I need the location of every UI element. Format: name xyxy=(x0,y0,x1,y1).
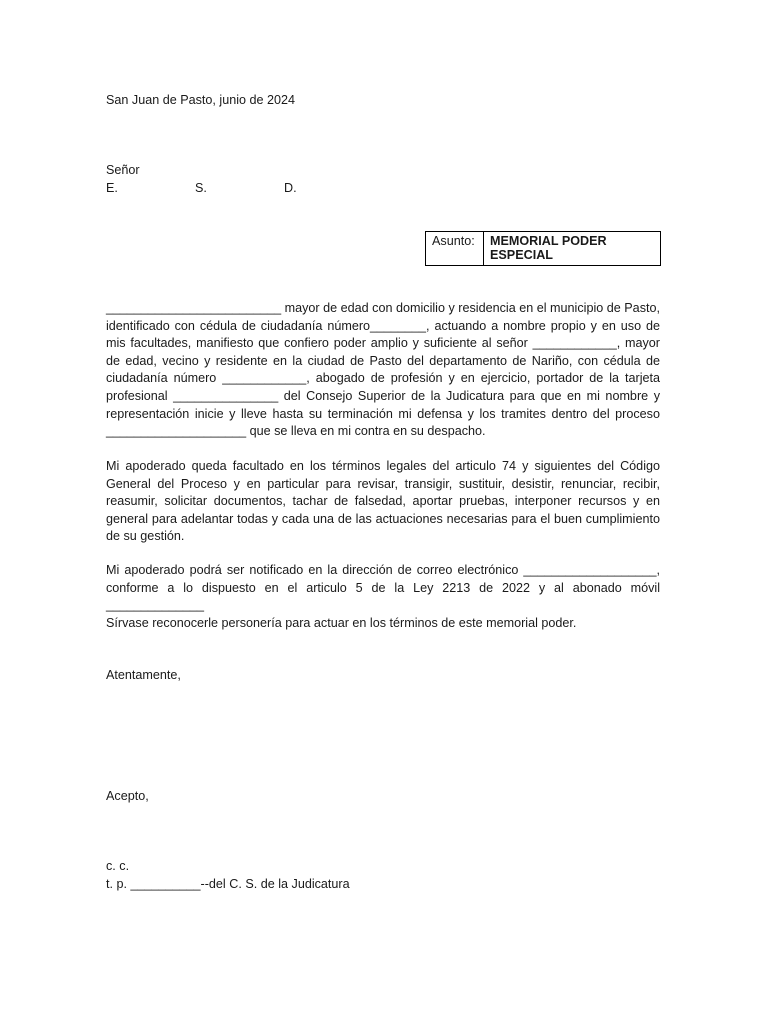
esd-d: D. xyxy=(284,181,297,195)
esd-line xyxy=(106,181,406,199)
salutation: Señor xyxy=(106,163,140,177)
esd-e: E. xyxy=(106,181,118,195)
subject-table xyxy=(425,231,661,266)
subject-value: MEMORIAL PODER ESPECIAL xyxy=(490,234,607,262)
body-paragraph-4: Sírvase reconocerle personería para actuar en los términos de este memorial poder. xyxy=(106,616,577,630)
closing-cc: c. c. xyxy=(106,859,130,873)
closing-tp: t. p. __________--del C. S. de la Judicatura xyxy=(106,877,350,891)
closing-farewell: Atentamente, xyxy=(106,668,181,682)
subject-label: Asunto: xyxy=(426,232,484,265)
body-paragraph-1: _________________________ mayor de edad con domicilio y residencia en el municipio de Pasto, identificado con cédula de ciudadanía número________, actuando a nombre propio y en uso de mis facultades, manifiesto que confiero poder amplio y suficiente al señor ____________, mayor de edad, vecino y residente en la ciudad de Pasto del departamento de Nariño, con cédula de ciudadanía número ____________, abogado de profesión y en ejercicio, portador de la tarjeta profesional _______________ del Consejo Superior de la Judicatura para que en mi nombre y representación inicie y lleve hasta su terminación mi defensa y los tramites dentro del proceso ____________________ que se lleva en mi contra en su despacho. xyxy=(106,301,660,439)
body-paragraph-2: Mi apoderado queda facultado en los términos legales del articulo 74 y siguientes del Código General del Proceso y en particular para revisar, transigir, sustituir, desistir, renunciar, recibir, reasumir, solicitar documentos, tachar de falsedad, aportar pruebas, interponer recursos y en general para adelantar todas y cada una de las actuaciones necesarias para el buen cumplimiento de su gestión. xyxy=(106,459,660,544)
esd-s: S. xyxy=(195,181,207,195)
body-paragraph-3: Mi apoderado podrá ser notificado en la dirección de correo electrónico ___________________, conforme a lo dispuesto en el articulo 5 de la Ley 2213 de 2022 y al abonado móvil ______________ xyxy=(106,563,660,613)
closing-accept: Acepto, xyxy=(106,789,149,803)
date-line: San Juan de Pasto, junio de 2024 xyxy=(106,93,296,107)
